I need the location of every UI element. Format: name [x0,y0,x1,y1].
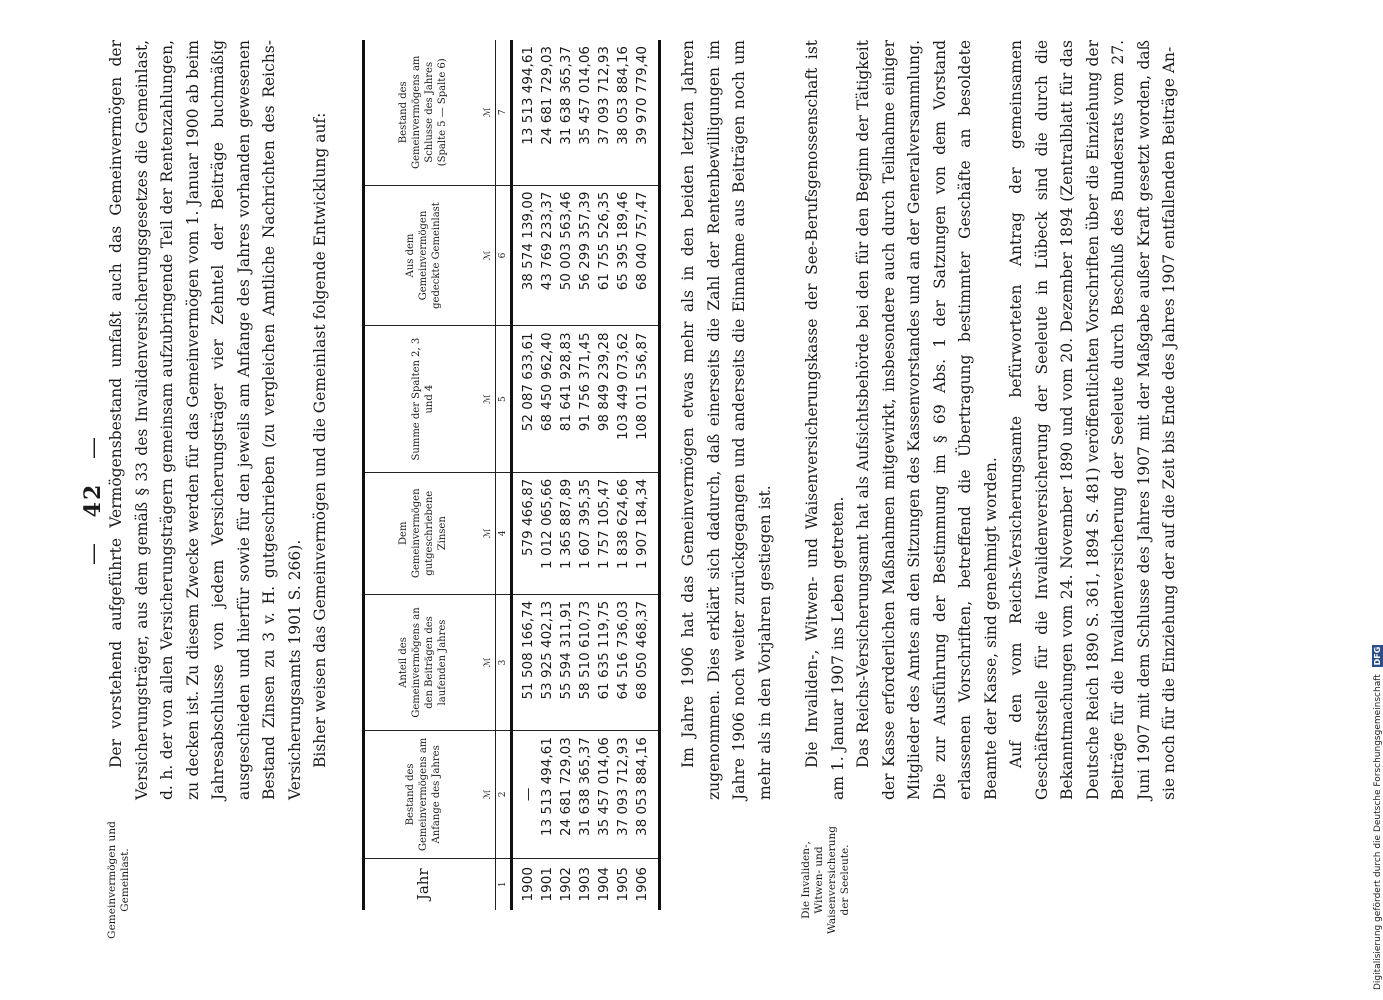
unit-cell: ℳ [481,40,496,185]
table-cell: 1 838 624,66 [614,472,633,594]
table-cell: 1901 [539,867,555,902]
table-cell: 1903 [577,867,593,902]
page-number: — 42 — [80,435,106,565]
margin-note-invaliden: Die Invaliden-, Witwen- und Waisenversicherung der Seeleute. [800,826,851,934]
table-cell: 58 510 610,73 [576,594,595,730]
table-cell: — [512,731,539,858]
after-table-text [676,40,778,800]
table-cell: 68 450 962,40 [538,326,557,472]
table-cell: 1904 [596,867,612,902]
table-cell: 13 513 494,61 [538,731,557,858]
table-cell: 1 365 887,89 [557,472,576,594]
table-cell: 43 769 233,37 [538,185,557,326]
header-bestand-schluss: Bestand des Gemeinvermögens am Schlusse des Jahres (Spalte 5 — Spalte 6) [364,40,482,185]
table-cell: 61 755 526,35 [595,185,614,326]
margin-note-vermoegen: Gemeinvermögen und Gemeinlast. [106,821,131,939]
intro-paragraph: Der vorstehend aufgeführte Vermögensbestand umfaßt auch das Gemeinvermögen der Versicherungsträger, aus dem gemäß § 33 des Invalidenversicherungsgesetzes die Gemeinlast, d. h. der von allen Versicherungsträgern gemeinsam aufzubringende Teil der Rentenzahlungen, zu decken ist. Zu diesem Zwecke werden für das Gemeinvermögen vom 1. Januar 1900 ab beim Jahresabschlusse von jedem Versicherungsträger vier Zehntel der Beiträge buchmäßig ausgeschieden und hierfür sowie für den jeweils am Anfange des Jahres vorhanden gewesenen Bestand Zinsen zu 3 v. H. gutgeschrieben (zu vergleichen Amtliche Nachrichten des Reichs-Versicherungsamts 1901 S. 266). [107,40,304,800]
digitization-sidenote [1372,0,1382,1000]
table-cell: 38 574 139,00 [512,185,539,326]
table-cell: 81 641 928,83 [557,326,576,472]
table-row [614,40,633,910]
table-cell: 13 513 494,61 [512,40,539,185]
table-cell: 37 093 712,93 [595,40,614,185]
gemeinvermoegen-table [362,40,661,910]
seeleute-text [800,40,1183,800]
unit-cell [481,858,496,910]
table-cell: 103 449 073,62 [614,326,633,472]
unit-cell: ℳ [481,185,496,326]
table-cell: 35 457 014,06 [576,40,595,185]
table-row [557,40,576,910]
table-cell: 39 970 779,40 [633,40,660,185]
table-cell: 24 681 729,03 [538,40,557,185]
table-cell: 38 053 884,16 [633,731,660,858]
table-cell: 55 594 311,91 [557,594,576,730]
table-cell: 579 466,87 [512,472,539,594]
table-cell: 53 925 402,13 [538,594,557,730]
after-table-paragraph: Im Jahre 1906 hat das Gemeinvermögen etwas mehr als in den beiden letzten Jahren zugenommen. Dies erklärt sich dadurch, daß einerseits die Zahl der Rentenbewilligungen im Jahre 1906 noch weiter zurückgegangen und anderseits die Einnahme aus Beiträgen noch um mehr als in den Vorjahren gestiegen ist. [679,40,774,800]
table-cell: 31 638 365,37 [557,40,576,185]
intro-lead: Bisher weisen das Gemeinvermögen und die Gemeinlast folgende Entwicklung auf: [311,112,329,768]
table-row [576,40,595,910]
table-cell: 91 756 371,45 [576,326,595,472]
column-number: 3 [496,594,512,730]
header-anteil: Anteil des Gemeinvermögens an den Beiträgen des laufenden Jahres [364,594,482,730]
header-jahr: Jahr [364,858,482,910]
column-number: 7 [496,40,512,185]
table-cell: 1906 [633,858,660,910]
table-row [512,40,539,910]
table-cell: 65 395 189,46 [614,185,633,326]
table-cell: 1902 [558,867,574,902]
seeleute-paragraph-1: Die Invaliden-, Witwen- und Waisenversicherungskasse der See-Berufsgenossenschaft ist am 1. Januar 1907 ins Leben getreten. [803,40,847,800]
digitization-note: Digitalisierung gefördert durch die Deutsche Forschungsgemeinschaft [1373,674,1383,990]
table-cell: 51 508 166,74 [512,594,539,730]
table-row [633,40,660,910]
header-zinsen: Dem Gemeinvermögen gutgeschriebene Zinsen [364,472,482,594]
table-cell: 1 907 184,34 [633,472,660,594]
table-cell: 1 607 395,35 [576,472,595,594]
table-cell: 1 012 065,66 [538,472,557,594]
table-cell: 56 299 357,39 [576,185,595,326]
table-cell: 68 040 757,47 [633,185,660,326]
table-cell: 98 849 239,28 [595,326,614,472]
table-cell: 31 638 365,37 [576,731,595,858]
table-row [595,40,614,910]
table-cell: 64 516 736,03 [614,594,633,730]
column-number: 1 [496,858,512,910]
table-cell: 68 050 468,37 [633,594,660,730]
header-summe: Summe der Spalten 2, 3 und 4 [364,326,482,472]
dfg-logo-icon: DFG [1373,646,1382,666]
table-cell: 35 457 014,06 [595,731,614,858]
table-cell: 52 087 633,61 [512,326,539,472]
unit-cell: ℳ [481,326,496,472]
table-cell: 1 757 105,47 [595,472,614,594]
table-row [538,40,557,910]
column-number: 2 [496,731,512,858]
unit-cell: ℳ [481,731,496,858]
unit-cell: ℳ [481,472,496,594]
table-cell: 24 681 729,03 [557,731,576,858]
intro-text [104,40,334,800]
table-cell: 38 053 884,16 [614,40,633,185]
header-bestand-anfang: Bestand des Gemeinvermögens am Anfange des Jahres [364,731,482,858]
header-gemeinlast: Aus dem Gemeinvermögen gedeckte Gemeinlast [364,185,482,326]
table-cell: 1905 [615,867,631,902]
seeleute-paragraph-2: Das Reichs-Versicherungsamt hat als Aufsichtsbehörde bei den für den Beginn der Tätigkeit der Kasse erforderlichen Maßnahmen mitgewirkt, insbesondere auch durch Teilnahme einiger Mitglieder des Amtes an den Sitzungen des Kassenvorstandes und an der Generalversammlung. Die zur Ausführung der Bestimmung im § 69 Abs. 1 der Satzungen von dem Vorstand erlassenen Vorschriften, betreffend die Übertragung bestimmter Geschäfte an besoldete Beamte der Kasse, sind genehmigt worden. [854,40,1000,800]
table-cell: 50 003 563,46 [557,185,576,326]
column-number: 5 [496,326,512,472]
table-cell: 1900 [520,867,536,902]
table-cell: 108 011 536,87 [633,326,660,472]
column-number: 4 [496,472,512,594]
column-number: 6 [496,185,512,326]
table-cell: 37 093 712,93 [614,731,633,858]
seeleute-paragraph-3: Auf den vom Reichs-Versicherungsamte befürworteten Antrag der gemeinsamen Geschäftsstelle für die Invalidenversicherung der Seeleute in Lübeck sind die durch die Bekanntmachungen vom 24. November 1890 und vom 20. Dezember 1894 (Zentralblatt für das Deutsche Reich 1890 S. 361, 1894 S. 481) veröffentlichten Vorschriften über die Einziehung der Beiträge für die Invalidenversicherung der Seeleute durch Beschluß des Bundesrats vom 27. Juni 1907 mit dem Schlusse des Jahres 1907 mit der Maßgabe außer Kraft gesetzt worden, daß sie noch für die Einziehung der auf die Zeit bis Ende des Jahres 1907 entfallenden Beiträge An- [1007,40,1178,800]
table-cell: 61 635 119,75 [595,594,614,730]
unit-cell: ℳ [481,594,496,730]
